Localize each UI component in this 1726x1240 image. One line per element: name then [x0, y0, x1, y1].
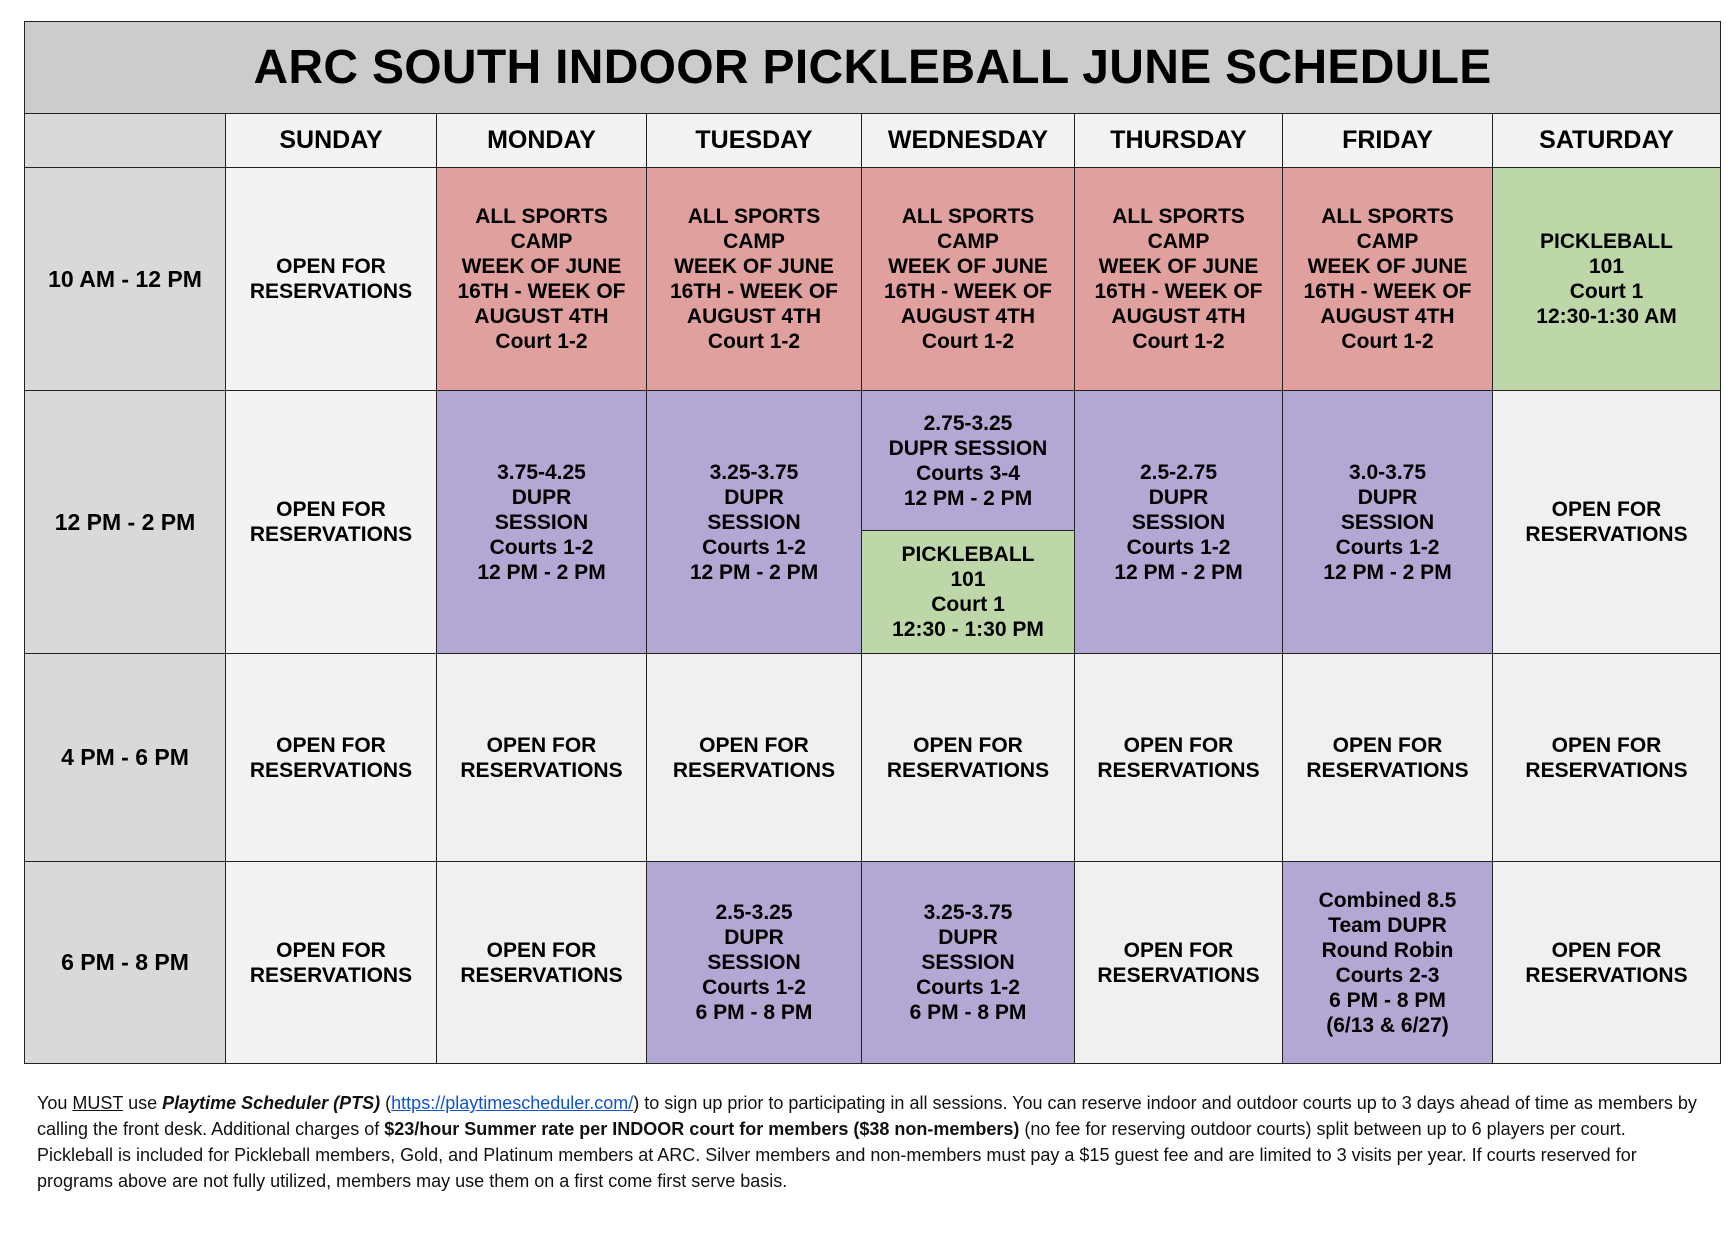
- footer-text-5: (no fee for reserving outdoor courts) split between up to 6 players per court. Pickleball is included for Pickleball members, Gold, and Platinum members at ARC. Silver members and non-members must pay a $15 guest fee and are limited to 3 visits per year. If courts reserved for programs above are not fully utilized, members may use them on a first come first serve basis.: [37, 1119, 1637, 1191]
- cell-sat-10am: [1493, 168, 1721, 391]
- cell-line: RESERVATIONS: [460, 963, 623, 987]
- cell-line: PICKLEBALL: [1540, 230, 1674, 253]
- cell-line: CAMP: [1147, 230, 1210, 253]
- cell-wed-4pm: [862, 654, 1075, 862]
- day-header-tuesday: TUESDAY: [647, 114, 862, 168]
- cell-line: 16TH - WEEK OF: [1303, 280, 1472, 303]
- cell-thu-12pm: [1075, 391, 1283, 654]
- cell-tue-4pm: [647, 654, 862, 862]
- cell-sat-6pm: [1493, 862, 1721, 1064]
- cell-line: CAMP: [1356, 230, 1419, 253]
- cell-line: RESERVATIONS: [249, 523, 413, 546]
- cell-thu-10am: [1075, 168, 1283, 391]
- cell-fri-4pm: [1283, 654, 1493, 862]
- cell-line: RESERVATIONS: [672, 758, 836, 782]
- cell-line: OPEN FOR: [1332, 733, 1443, 757]
- cell-wed-12pm-bottom: [862, 531, 1075, 654]
- corner-cell: [25, 114, 226, 168]
- cell-line: 3.25-3.75: [923, 901, 1013, 924]
- cell-line: 2.75-3.25: [923, 411, 1013, 435]
- cell-line: 12 PM - 2 PM: [1323, 560, 1452, 584]
- footer-rate: $23/hour Summer rate per INDOOR court for members ($38 non-members): [384, 1119, 1020, 1139]
- cell-line: AUGUST 4TH: [686, 305, 822, 328]
- cell-sun-6pm: [226, 862, 437, 1064]
- cell-line: Court 1-2: [1341, 330, 1434, 353]
- day-header-thursday: THURSDAY: [1075, 114, 1283, 168]
- cell-line: RESERVATIONS: [1525, 963, 1688, 987]
- day-header-friday: FRIDAY: [1283, 114, 1493, 168]
- schedule-table: [24, 21, 1721, 1064]
- footer-text-2: use: [123, 1093, 163, 1113]
- cell-line: 16TH - WEEK OF: [457, 280, 626, 303]
- cell-line: Combined 8.5: [1318, 888, 1457, 912]
- cell-mon-10am: [437, 168, 647, 391]
- cell-line: DUPR: [511, 485, 572, 509]
- cell-sat-12pm: [1493, 391, 1721, 654]
- cell-fri-10am: [1283, 168, 1493, 391]
- cell-line: RESERVATIONS: [249, 758, 413, 782]
- cell-line: ALL SPORTS: [687, 205, 821, 228]
- cell-line: ALL SPORTS: [1321, 205, 1454, 228]
- day-header-saturday: SATURDAY: [1493, 114, 1721, 168]
- cell-line: SESSION: [494, 510, 589, 534]
- cell-sun-10am: [226, 168, 437, 391]
- cell-line: SESSION: [921, 951, 1015, 974]
- day-header-sunday: SUNDAY: [226, 114, 437, 168]
- cell-line: Round Robin: [1321, 938, 1454, 962]
- cell-line: 12 PM - 2 PM: [477, 560, 606, 584]
- cell-line: WEEK OF JUNE: [888, 255, 1048, 278]
- cell-line: WEEK OF JUNE: [461, 255, 622, 278]
- cell-line: WEEK OF JUNE: [1098, 255, 1259, 278]
- cell-line: 2.5-3.25: [715, 901, 793, 924]
- cell-fri-12pm: [1283, 391, 1493, 654]
- cell-line: 3.75-4.25: [497, 460, 586, 484]
- footer-text-4: ) to sign up prior to participating in all sessions. You can reserve indoor and outdoor courts up to 3 days ahead of time as members by calling the front desk. Additional charges of: [37, 1093, 1697, 1139]
- cell-sun-4pm: [226, 654, 437, 862]
- schedule-title: ARC SOUTH INDOOR PICKLEBALL JUNE SCHEDULE: [25, 22, 1721, 114]
- cell-line: OPEN FOR: [1123, 733, 1234, 757]
- cell-line: OPEN FOR: [276, 255, 386, 278]
- cell-line: 6 PM - 8 PM: [695, 1001, 813, 1024]
- cell-line: WEEK OF JUNE: [674, 255, 834, 278]
- cell-line: ALL SPORTS: [1112, 205, 1245, 228]
- cell-line: 16TH - WEEK OF: [883, 280, 1052, 303]
- cell-line: Courts 1-2: [1126, 535, 1231, 559]
- cell-line: Court 1-2: [495, 330, 588, 353]
- cell-line: OPEN FOR: [276, 733, 386, 757]
- cell-line: RESERVATIONS: [249, 280, 413, 303]
- cell-line: AUGUST 4TH: [474, 305, 609, 328]
- cell-line: WEEK OF JUNE: [1307, 255, 1468, 278]
- cell-wed-10am: [862, 168, 1075, 391]
- cell-mon-12pm: [437, 391, 647, 654]
- cell-line: RESERVATIONS: [1306, 758, 1469, 782]
- cell-line: SESSION: [707, 510, 801, 534]
- footer-text-1: You: [37, 1093, 73, 1113]
- cell-line: 2.5-2.75: [1139, 460, 1218, 484]
- cell-line: 12 PM - 2 PM: [903, 486, 1033, 510]
- cell-line: 101: [950, 568, 986, 591]
- cell-line: Team DUPR: [1328, 913, 1447, 937]
- day-header-monday: MONDAY: [437, 114, 647, 168]
- cell-line: Courts 1-2: [702, 535, 806, 559]
- cell-line: OPEN FOR: [1123, 938, 1234, 962]
- cell-line: 12:30-1:30 AM: [1536, 305, 1677, 328]
- cell-sun-12pm: [226, 391, 437, 654]
- cell-line: Court 1: [1569, 280, 1644, 303]
- cell-line: DUPR: [724, 926, 784, 949]
- cell-line: 101: [1588, 255, 1625, 278]
- day-header-wednesday: WEDNESDAY: [862, 114, 1075, 168]
- footer-pts-name: Playtime Scheduler (PTS): [162, 1093, 381, 1113]
- cell-line: DUPR: [1357, 485, 1418, 509]
- cell-line: Court 1-2: [707, 330, 801, 353]
- cell-thu-4pm: [1075, 654, 1283, 862]
- cell-line: RESERVATIONS: [1525, 758, 1688, 782]
- cell-line: CAMP: [723, 230, 785, 253]
- cell-line: 12:30 - 1:30 PM: [892, 618, 1044, 641]
- schedule-sheet: [24, 21, 1720, 1064]
- cell-line: Courts 1-2: [1335, 535, 1440, 559]
- cell-line: Courts 1-2: [916, 976, 1020, 999]
- cell-line: 12 PM - 2 PM: [1114, 560, 1243, 584]
- cell-line: AUGUST 4TH: [1320, 305, 1455, 328]
- cell-line: DUPR: [1148, 485, 1209, 509]
- cell-line: OPEN FOR: [699, 733, 809, 757]
- footer-must: MUST: [72, 1093, 124, 1113]
- cell-line: OPEN FOR: [1551, 938, 1662, 962]
- cell-wed-6pm: [862, 862, 1075, 1064]
- time-slot-4pm: 4 PM - 6 PM: [25, 654, 226, 862]
- cell-wed-12pm-top: [862, 391, 1075, 531]
- cell-line: DUPR: [938, 926, 998, 949]
- cell-line: RESERVATIONS: [886, 758, 1050, 782]
- cell-line: ALL SPORTS: [901, 205, 1035, 228]
- cell-line: (6/13 & 6/27): [1326, 1013, 1449, 1037]
- cell-line: SESSION: [1340, 510, 1435, 534]
- cell-line: OPEN FOR: [1551, 733, 1662, 757]
- cell-thu-6pm: [1075, 862, 1283, 1064]
- cell-line: Courts 3-4: [916, 461, 1020, 485]
- cell-line: CAMP: [510, 230, 573, 253]
- footer-text-3: (: [380, 1093, 392, 1113]
- cell-line: 6 PM - 8 PM: [909, 1001, 1027, 1024]
- cell-line: Court 1: [931, 593, 1005, 616]
- cell-line: 3.0-3.75: [1348, 460, 1427, 484]
- cell-tue-10am: [647, 168, 862, 391]
- playtime-scheduler-link[interactable]: https://playtimescheduler.com/: [391, 1093, 634, 1113]
- cell-line: AUGUST 4TH: [900, 305, 1036, 328]
- cell-tue-12pm: [647, 391, 862, 654]
- cell-line: ALL SPORTS: [475, 205, 608, 228]
- cell-line: SESSION: [1131, 510, 1226, 534]
- cell-mon-4pm: [437, 654, 647, 862]
- time-slot-6pm: 6 PM - 8 PM: [25, 862, 226, 1064]
- cell-line: DUPR SESSION: [888, 436, 1048, 460]
- time-slot-10am: 10 AM - 12 PM: [25, 168, 226, 391]
- cell-line: CAMP: [937, 230, 999, 253]
- footer-notes: [37, 1090, 1697, 1194]
- cell-line: 12 PM - 2 PM: [689, 560, 819, 584]
- cell-tue-6pm: [647, 862, 862, 1064]
- cell-line: OPEN FOR: [276, 498, 386, 521]
- cell-line: OPEN FOR: [486, 733, 597, 757]
- cell-line: RESERVATIONS: [460, 758, 623, 782]
- cell-line: OPEN FOR: [276, 938, 386, 962]
- cell-line: 3.25-3.75: [709, 460, 799, 484]
- cell-line: Courts 1-2: [702, 976, 806, 999]
- cell-line: AUGUST 4TH: [1111, 305, 1246, 328]
- cell-line: Court 1-2: [921, 330, 1015, 353]
- cell-line: RESERVATIONS: [1097, 758, 1260, 782]
- cell-line: OPEN FOR: [913, 733, 1023, 757]
- cell-line: Court 1-2: [1132, 330, 1225, 353]
- cell-line: 16TH - WEEK OF: [1094, 280, 1263, 303]
- cell-line: DUPR: [724, 485, 784, 509]
- cell-line: OPEN FOR: [1551, 498, 1662, 521]
- cell-line: RESERVATIONS: [249, 963, 413, 987]
- time-slot-12pm: 12 PM - 2 PM: [25, 391, 226, 654]
- cell-mon-6pm: [437, 862, 647, 1064]
- cell-line: RESERVATIONS: [1097, 963, 1260, 987]
- cell-line: PICKLEBALL: [901, 543, 1035, 566]
- cell-line: RESERVATIONS: [1525, 523, 1688, 546]
- cell-line: 6 PM - 8 PM: [1329, 988, 1446, 1012]
- cell-line: SESSION: [707, 951, 801, 974]
- cell-fri-6pm: [1283, 862, 1493, 1064]
- cell-line: Courts 1-2: [489, 535, 594, 559]
- cell-sat-4pm: [1493, 654, 1721, 862]
- cell-line: 16TH - WEEK OF: [669, 280, 838, 303]
- cell-line: OPEN FOR: [486, 938, 597, 962]
- cell-line: Courts 2-3: [1335, 963, 1440, 987]
